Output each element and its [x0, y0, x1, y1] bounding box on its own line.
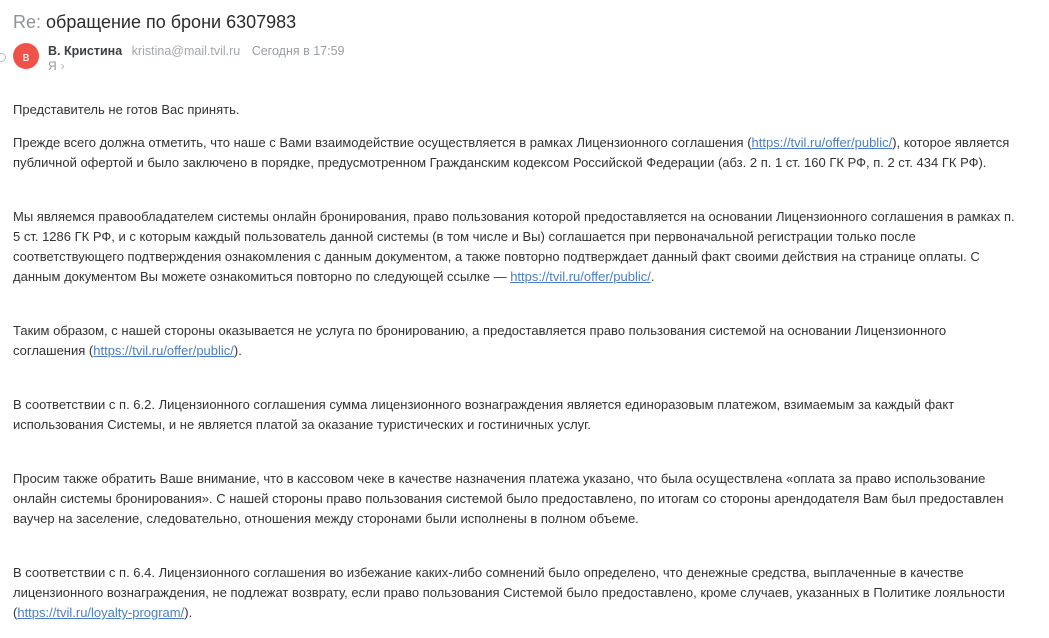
email-paragraph — [13, 100, 1017, 120]
loyalty-program-link[interactable]: https://tvil.ru/loyalty-program/ — [17, 605, 185, 620]
paragraph-text: Таким образом, с нашей стороны оказывается не услуга по бронированию, а предоставляется право пользования системой на основании Лицензионного соглашения ( — [13, 323, 947, 358]
paragraph-text: ). — [233, 343, 242, 358]
paragraph-text: Прежде всего должна отметить, что наше с Вами взаимодействие осуществляется в рамках Лицензионного соглашения ( — [13, 135, 752, 150]
email-subject — [0, 0, 1049, 34]
email-paragraph — [13, 469, 1017, 529]
offer-public-link[interactable]: https://tvil.ru/offer/public/ — [751, 135, 893, 150]
paragraph-text: ), которое является публичной офертой и было заключено в порядке, предусмотренном Гражданским кодексом Российской Федерации (абз. 2 п. 1 ст. 160 ГК РФ, п. 2 ст. 434 ГК РФ). — [13, 135, 1010, 170]
sender-meta — [48, 43, 344, 73]
recipient-line — [48, 60, 344, 73]
paragraph-text: . — [650, 269, 655, 284]
sender-email: kristina@mail.tvil.ru — [131, 44, 241, 58]
email-paragraph — [13, 321, 1017, 361]
unread-indicator[interactable] — [0, 53, 6, 62]
recipient-me[interactable]: Я — [48, 59, 57, 73]
paragraph-text: Мы являемся правообладателем системы онлайн бронирования, право пользования которой предоставляется на основании Лицензионного соглашения в рамках п. 5 ст. 1286 ГК РФ, и с которым каждый пользователь данной системы (в том числе и Вы) соглашается при первоначальной регистрации только после соответствующего подтверждения ознакомления с данным документом, а также повторно подтверждает данный факт своими действия на странице оплаты. С данным документом Вы можете ознакомиться повторно по следующей ссылке — — [13, 209, 1015, 284]
sent-date: Сегодня в 17:59 — [251, 44, 345, 58]
paragraph-text: В соответствии с п. 6.2. Лицензионного соглашения сумма лицензионного вознаграждения является единоразовым платежом, взимаемым за каждый факт использования Системы, и не является платой за оказание туристических и гостиничных услуг. — [13, 397, 955, 432]
email-body — [0, 73, 1049, 623]
offer-public-link[interactable]: https://tvil.ru/offer/public/ — [510, 269, 651, 284]
avatar-letter: в — [22, 48, 30, 64]
sender-avatar[interactable] — [13, 43, 39, 69]
offer-public-link[interactable]: https://tvil.ru/offer/public/ — [93, 343, 234, 358]
sender-line — [48, 44, 344, 58]
email-paragraph — [13, 395, 1017, 435]
subject-reply-prefix: Re: — [13, 12, 42, 32]
expand-recipients-chevron[interactable]: › — [60, 59, 65, 73]
email-paragraph — [13, 563, 1017, 623]
paragraph-text: В соответствии с п. 6.4. Лицензионного соглашения во избежание каких-либо сомнений было определено, что денежные средства, выплаченные в качестве лицензионного вознаграждения, не подлежат возврату, если право пользования Системой было предоставлено, кроме случаев, указанных в Политике лояльности ( — [13, 565, 1005, 620]
subject-text: обращение по брони 6307983 — [46, 12, 297, 32]
paragraph-text: Просим также обратить Ваше внимание, что в кассовом чеке в качестве назначения платежа указано, что была осуществлена «оплата за право использование онлайн системы бронирования». С нашей стороны право пользования системой было предоставлено, по итогам со стороны арендодателя Вам был предоставлен ваучер на заселение, следовательно, отношения между сторонами были исполнены в полном объеме. — [13, 471, 1004, 526]
email-paragraph — [13, 133, 1017, 173]
sender-name[interactable]: В. Кристина — [48, 44, 123, 58]
paragraph-text: ). — [184, 605, 193, 620]
paragraph-text: Представитель не готов Вас принять. — [13, 102, 240, 117]
email-paragraph — [13, 207, 1017, 287]
sender-row — [0, 43, 1049, 73]
